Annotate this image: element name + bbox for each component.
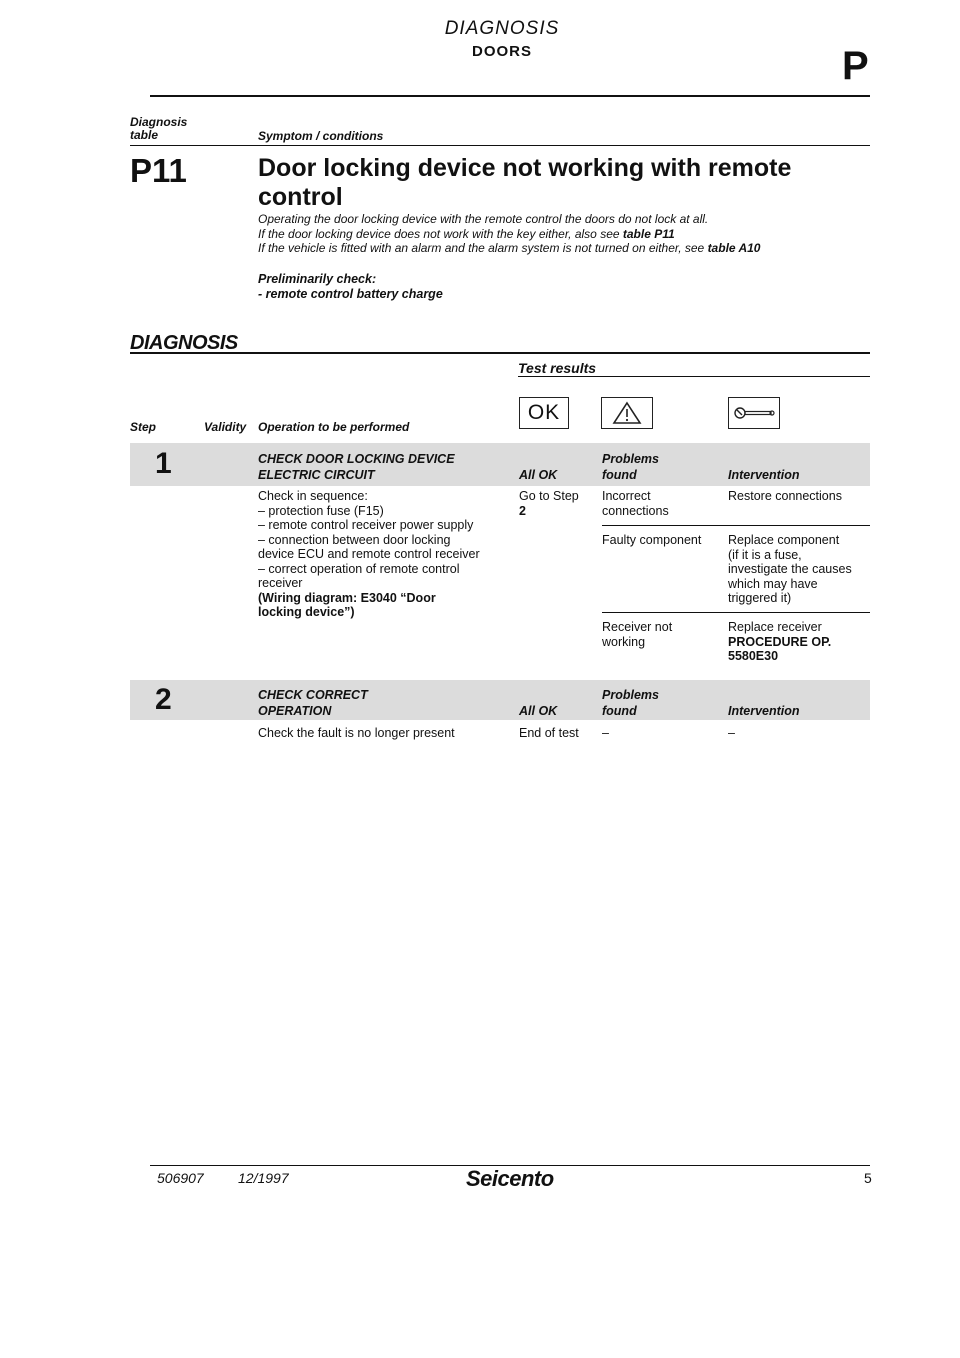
document-category: DIAGNOSIS xyxy=(444,18,560,39)
diagnosis-table-label: Diagnosis table xyxy=(130,115,188,142)
step-1-ok-result: Go to Step 2 xyxy=(519,489,579,518)
step-1-intervention-2: Replace component (if it is a fuse, investigate the causes which may have triggered it) xyxy=(728,533,852,605)
column-operation: Operation to be performed xyxy=(258,420,410,434)
step-2-intervention: Intervention xyxy=(728,704,800,718)
column-validity: Validity xyxy=(204,420,247,434)
wrench-icon xyxy=(728,397,780,429)
step-1-problem-1: Incorrect connections xyxy=(602,489,669,518)
step-2-ok-result: End of test xyxy=(519,726,579,740)
footer-date: 12/1997 xyxy=(238,1170,289,1186)
step-1-all-ok: All OK xyxy=(519,468,558,482)
step-1-number: 1 xyxy=(155,447,172,480)
step-2-operation: Check the fault is no longer present xyxy=(258,726,455,740)
step-1-intervention: Intervention xyxy=(728,468,800,482)
step-2-problems-found: Problems found xyxy=(602,688,659,718)
table-code: P11 xyxy=(130,152,187,189)
ok-icon: OK xyxy=(519,397,569,429)
step-1-wiring-diagram[interactable]: (Wiring diagram: E3040 “Door locking device”) xyxy=(258,590,436,619)
column-step: Step xyxy=(130,420,157,434)
footer-brand-logo: Seicento xyxy=(466,1166,554,1191)
step-1-problems-found: Problems found xyxy=(602,452,659,482)
header-rule xyxy=(150,95,870,97)
step-1-problem-2: Faulty component xyxy=(602,533,702,547)
ref-table-p11[interactable]: table P11 xyxy=(622,226,675,241)
preliminary-check: Preliminarily check: - remote control battery charge xyxy=(258,272,443,301)
step-1-operation: Check in sequence: – protection fuse (F15) – remote control receiver power supply – connection between door locking device ECU and remote control receiver – correct operation of remote control receiver (Wiring diagram: E3040 “Door locking device”) xyxy=(258,489,508,620)
step-2-intervention-value: – xyxy=(728,726,735,740)
procedure-link[interactable]: PROCEDURE OP. 5580E30 xyxy=(728,634,832,663)
problem-divider-2 xyxy=(602,612,870,613)
test-results-label: Test results xyxy=(518,360,597,376)
document-section: DOORS xyxy=(471,43,532,60)
table-title: Door locking device not working with remote control xyxy=(258,154,792,211)
ref-table-a10[interactable]: table A10 xyxy=(707,241,761,255)
step-1-intervention-3: Replace receiver PROCEDURE OP. 5580E30 xyxy=(728,620,832,663)
step-2-problem: – xyxy=(602,726,609,740)
diagnosis-heading: DIAGNOSIS xyxy=(130,332,238,354)
warning-icon xyxy=(601,397,653,429)
page-number: 5 xyxy=(864,1170,872,1186)
step-2-title: CHECK CORRECT OPERATION xyxy=(258,688,368,718)
symptom-label: Symptom / conditions xyxy=(258,129,384,143)
step-2-number: 2 xyxy=(155,683,172,716)
step-1-intervention-1: Restore connections xyxy=(728,489,842,503)
problem-divider-1 xyxy=(602,525,870,526)
step-2-all-ok: All OK xyxy=(519,704,558,718)
test-results-rule xyxy=(518,376,870,377)
step-1-problem-3: Receiver not working xyxy=(602,620,673,649)
symptom-description: Operating the door locking device with the remote control the doors do not lock at all. If the door locking device does not work with the key either, also see table P11 If the vehicle is fitted with an alarm and the alarm system is not turned on either, see table A10 xyxy=(258,212,761,255)
step-1-title: CHECK DOOR LOCKING DEVICE ELECTRIC CIRCUIT xyxy=(258,452,455,482)
footer-code: 506907 xyxy=(157,1170,204,1186)
symptom-rule xyxy=(130,145,870,146)
diagnosis-rule xyxy=(130,352,870,354)
section-letter: P xyxy=(842,44,869,88)
